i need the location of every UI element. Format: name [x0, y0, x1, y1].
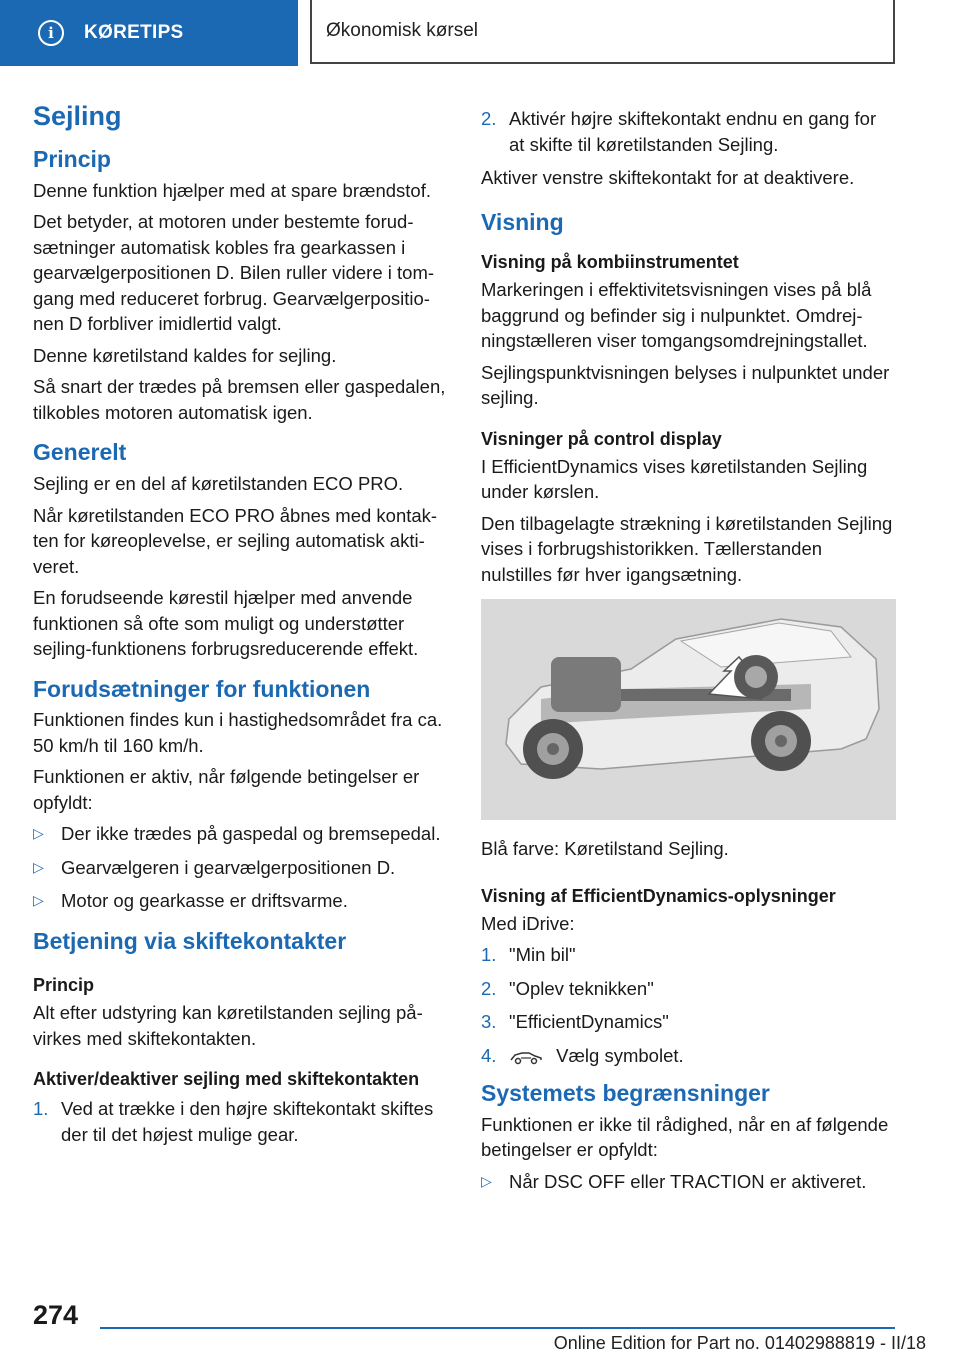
limits-list	[481, 1169, 896, 1195]
step-text: "Oplev teknikken"	[509, 977, 654, 999]
step-text: "EfficientDynamics"	[509, 1011, 669, 1033]
step-text: "Min bil"	[509, 944, 576, 966]
list-item	[481, 1009, 896, 1035]
list-item	[481, 942, 896, 968]
info-icon: i	[38, 20, 64, 46]
list-item	[33, 1096, 448, 1147]
paragraph: Denne funktion hjælper med at spare brændstof.	[33, 179, 431, 201]
edition-label: Online Edition for Part no. 01402988819 - II/18	[553, 1333, 926, 1353]
step-text: Ved at trække i den højre skiftekontakt skiftes der til det højest mulige gear.	[61, 1098, 434, 1145]
heading-general: Generelt	[33, 439, 127, 466]
paragraph: Den tilbagelagte strækning i køretilstanden Sejling vises i forbrugshistorikken. Tællerstanden nulstilles før hver igangsætning.	[481, 512, 893, 585]
figure-caption: Blå farve: Køretilstand Sejling.	[481, 838, 729, 860]
list-item: ▷ Gearvælgeren i gearvælgerpositionen D.	[33, 855, 448, 881]
heading-principle: Princip	[33, 146, 111, 173]
paragraph: Funktionen er ikke til rådighed, når en af følgende betingelser er opfyldt:	[481, 1113, 889, 1161]
heading-ed: Visning af EfficientDynamics-oplysninger	[481, 885, 836, 906]
list-item: ▷ Der ikke trædes på gaspedal og bremsepedal.	[33, 821, 448, 847]
paragraph: Med iDrive:	[481, 912, 575, 934]
heading-operation: Betjening via skiftekontakter	[33, 927, 347, 954]
section-tab-label: KØRETIPS	[84, 22, 184, 43]
heading-control-display: Visninger på control display	[481, 428, 722, 449]
paragraph: En forudseende kørestil hjælper med anvende funktionen så ofte som muligt og understøtter sejling-funktionens forbrugsreducerende effekt.	[33, 587, 419, 660]
step-text: Vælg symbolet.	[556, 1044, 684, 1066]
toggle-steps-continued	[481, 106, 896, 157]
heading-display: Visning	[481, 208, 564, 235]
paragraph: Sejlingspunktvisningen belyses i nulpunktet under sejling.	[481, 361, 890, 409]
step-number: 3.	[481, 1011, 497, 1033]
heading-limits: Systemets begrænsninger	[481, 1080, 770, 1107]
step-number: 2.	[481, 977, 497, 999]
list-item	[481, 106, 896, 157]
heading-op-principle: Princip	[33, 975, 95, 996]
step-text: Aktivér højre skiftekontakt endnu en gang for at skifte til køretilstanden Sejling.	[509, 108, 877, 155]
subsection-tab-label: Økonomisk kørsel	[326, 20, 479, 41]
paragraph: Det betyder, at motoren under bestemte forudsætninger automatisk kobles fra gearkassen i gearvælgerpositionen D. Bilen ruller videre i tomgang med reduceret forbrug. Gearvælgerpositionen D forbliver imidlertid valgt.	[33, 211, 435, 335]
page-title: Sejling	[33, 101, 122, 131]
right-column	[481, 100, 896, 1202]
list-item: ▷ Motor og gearkasse er driftsvarme.	[33, 888, 448, 914]
heading-cluster: Visning på kombiinstrumentet	[481, 252, 739, 273]
list-item: ▷ Når DSC OFF eller TRACTION er aktiveret.	[481, 1169, 896, 1195]
car-efficiency-icon	[509, 1049, 543, 1065]
paragraph: I EfficientDynamics vises køretilstanden Sejling under kørslen.	[481, 455, 868, 503]
step-number: 1.	[481, 944, 497, 966]
heading-prerequisites: Forudsætninger for funktionen	[33, 675, 371, 702]
paragraph: Funktionen findes kun i hastighedsområdet fra ca. 50 km/h til 160 km/h.	[33, 709, 443, 756]
ed-steps	[481, 942, 896, 1068]
step-number: 1.	[33, 1098, 49, 1120]
list-item	[481, 976, 896, 1002]
paragraph: Sejling er en del af køretilstanden ECO PRO.	[33, 473, 404, 495]
section-tab[interactable]	[0, 0, 298, 66]
left-column	[33, 100, 448, 1155]
paragraph: Aktiver venstre skiftekontakt for at deaktivere.	[481, 167, 855, 188]
prerequisites-list	[33, 821, 448, 914]
car-illustration	[481, 599, 896, 820]
subsection-tab[interactable]	[310, 0, 895, 64]
list-item	[481, 1043, 896, 1069]
toggle-steps	[33, 1096, 448, 1147]
footer-divider	[100, 1327, 895, 1329]
paragraph: Markeringen i effektivitetsvisningen vises på blå baggrund og befinder sig i nulpunktet. Omdrejningstælleren viser tomgangsomdrejningstallet.	[481, 279, 872, 352]
paragraph: Så snart der trædes på bremsen eller gaspedalen, tilkobles motoren automatisk igen.	[33, 376, 446, 423]
page-number: 274	[33, 1300, 79, 1330]
paragraph: Når køretilstanden ECO PRO åbnes med kontakten for køreoplevelse, er sejling automatisk aktiveret.	[33, 504, 438, 577]
paragraph: Funktionen er aktiv, når følgende betingelser er opfyldt:	[33, 766, 420, 813]
heading-toggle: Aktiver/deaktiver sejling med skiftekontakten	[33, 1069, 420, 1090]
paragraph: Denne køretilstand kaldes for sejling.	[33, 344, 337, 366]
car-drivetrain-image	[481, 599, 896, 820]
step-number: 2.	[481, 108, 497, 129]
paragraph: Alt efter udstyring kan køretilstanden sejling påvirkes med skiftekontakten.	[33, 1002, 423, 1049]
step-number: 4.	[481, 1044, 497, 1066]
